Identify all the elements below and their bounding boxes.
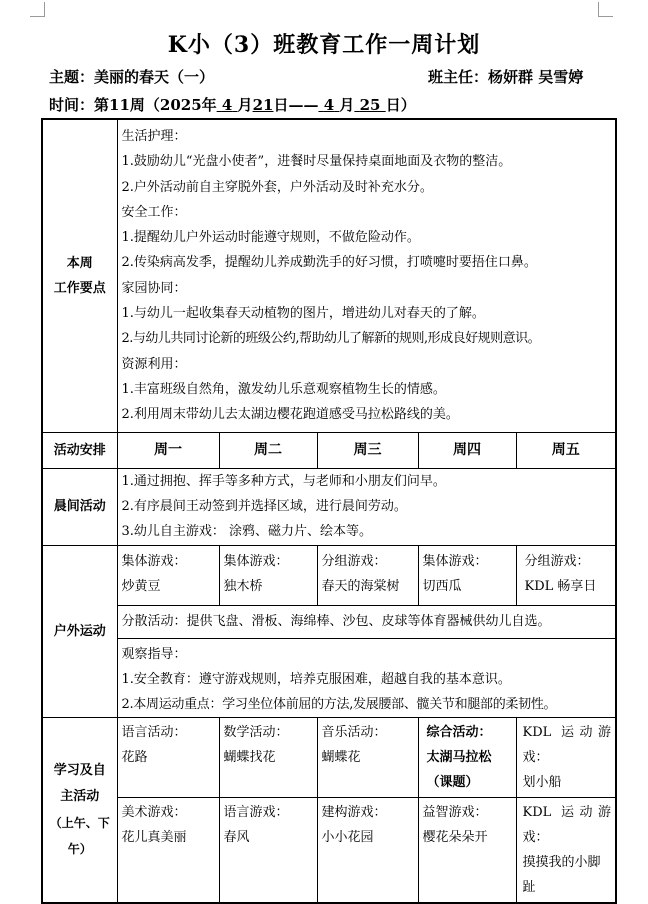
morning-content (117, 468, 616, 545)
theme-value: 美丽的春天（一） (94, 68, 215, 86)
week-number: 第11周 (94, 96, 145, 114)
study-cell: KDL 运动游戏： 划小船 (516, 717, 616, 797)
morning-row (42, 468, 616, 545)
month-unit-end: 月 (339, 96, 355, 114)
outdoor-game-cell: 分组游戏： KDL 畅享日 (516, 545, 616, 605)
month-unit: 月 (237, 96, 253, 114)
date-close: 日） (385, 96, 416, 114)
morning-line: 3.幼儿自主游戏： 涂鸦、磁力片、绘本等。 (121, 523, 373, 539)
study-cell: 语言活动： 花路 (117, 717, 219, 797)
morning-line: 2.有序晨间王动签到并选择区域，进行晨间劳动。 (121, 498, 407, 514)
outdoor-game-cell: 分组游戏： 春天的海棠树 (317, 545, 418, 605)
study-cell: 数学活动： 蝴蝶找花 (219, 717, 317, 797)
focus-line: 安全工作： (121, 204, 187, 220)
guidance-line: 观察指导： (121, 646, 187, 662)
study-cell: KDL 运动游戏： 摸摸我的小脚趾 (516, 797, 616, 903)
outdoor-guidance-row (42, 638, 616, 717)
theme-label: 主题： (49, 68, 95, 86)
study-cell: 美术游戏： 花儿真美丽 (117, 797, 219, 903)
end-day: 25 (359, 96, 381, 114)
focus-line: 2.利用周末带幼儿去太湖边樱花跑道感受马拉松路线的美。 (121, 407, 459, 423)
schedule-row (42, 432, 616, 468)
outdoor-scatter-row (42, 605, 616, 638)
corner-mark-left (30, 2, 45, 17)
focus-row (42, 119, 616, 432)
day-separator: 日—— (273, 96, 319, 114)
guidance-line: 2.本周运动重点：学习坐位体前屈的方法,发展腰部、髋关节和腿部的柔韧性。 (121, 696, 557, 712)
guidance-line: 1.安全教育：遵守游戏规则，培养克服困难，超越自我的基本意识。 (121, 671, 511, 687)
outdoor-game-cell: 集体游戏： 炒黄豆 (117, 545, 219, 605)
weekly-plan-table (41, 118, 617, 904)
morning-header: 晨间活动 (42, 468, 117, 545)
focus-content (117, 119, 616, 432)
focus-line: 1.鼓励幼儿“光盘小使者”，进餐时尽量保持桌面地面及衣物的整洁。 (121, 154, 512, 170)
day-thursday: 周四 (418, 432, 516, 468)
study-cell: 音乐活动： 蝴蝶花 (317, 717, 418, 797)
focus-line: 1.提醒幼儿户外运动时能遵守规则，不做危险动作。 (121, 230, 420, 246)
study-cell-integrated: 综合活动： 太湖马拉松 （课题） (418, 717, 516, 797)
day-friday: 周五 (516, 432, 616, 468)
schedule-header: 活动安排 (42, 432, 117, 468)
outdoor-header: 户外运动 (42, 545, 117, 717)
morning-line: 1.通过拥抱、挥手等多种方式，与老师和小朋友们问早。 (121, 473, 446, 489)
study-cell: 语言游戏： 春风 (219, 797, 317, 903)
time-line (49, 94, 416, 115)
study-row-2 (42, 797, 616, 903)
start-month: 4 (221, 96, 233, 114)
focus-line: 1.丰富班级自然角，激发幼儿乐意观察植物生长的情感。 (121, 381, 446, 397)
day-wednesday: 周三 (317, 432, 418, 468)
study-cell: 益智游戏： 樱花朵朵开 (418, 797, 516, 903)
focus-line: 2.与幼儿共同讨论新的班级公约,帮助幼儿了解新的规则,形成良好规则意识。 (121, 331, 541, 347)
study-header: 学习及自 主活动 （上午、下 午） (42, 717, 117, 903)
outdoor-scatter: 分散活动：提供飞盘、滑板、海绵棒、沙包、皮球等体育器械供幼儿自选。 (117, 605, 616, 638)
teacher-line (428, 66, 583, 87)
study-row-1 (42, 717, 616, 797)
study-cell: 建构游戏： 小小花园 (317, 797, 418, 903)
focus-line: 1.与幼儿一起收集春天动植物的图片，增进幼儿对春天的了解。 (121, 306, 485, 322)
day-tuesday: 周二 (219, 432, 317, 468)
focus-line: 资源利用： (121, 356, 187, 372)
focus-line: 家园协同： (121, 280, 187, 296)
corner-mark-right (598, 2, 613, 17)
focus-line: 生活护理： (121, 129, 187, 144)
teacher-names: 杨妍群 吴雪婷 (488, 68, 584, 86)
start-day: 21 (252, 96, 274, 114)
outdoor-guidance (117, 638, 616, 717)
focus-line: 2.传染病高发季，提醒幼儿养成勤洗手的好习惯，打喷嚏时要捂住口鼻。 (121, 255, 537, 271)
day-monday: 周一 (117, 432, 219, 468)
date-open: （2025年 (144, 96, 217, 114)
teacher-label: 班主任： (428, 68, 489, 86)
theme-line (49, 66, 214, 87)
outdoor-game-cell: 集体游戏： 独木桥 (219, 545, 317, 605)
focus-line: 2.户外活动前自主穿脱外套，户外活动及时补充水分。 (121, 179, 433, 195)
focus-header: 本周 工作要点 (42, 119, 117, 432)
end-month: 4 (323, 96, 335, 114)
time-label: 时间： (49, 96, 95, 114)
outdoor-game-cell: 集体游戏： 切西瓜 (418, 545, 516, 605)
page-title: K小（3）班教育工作一周计划 (167, 32, 481, 58)
outdoor-games-row (42, 545, 616, 605)
